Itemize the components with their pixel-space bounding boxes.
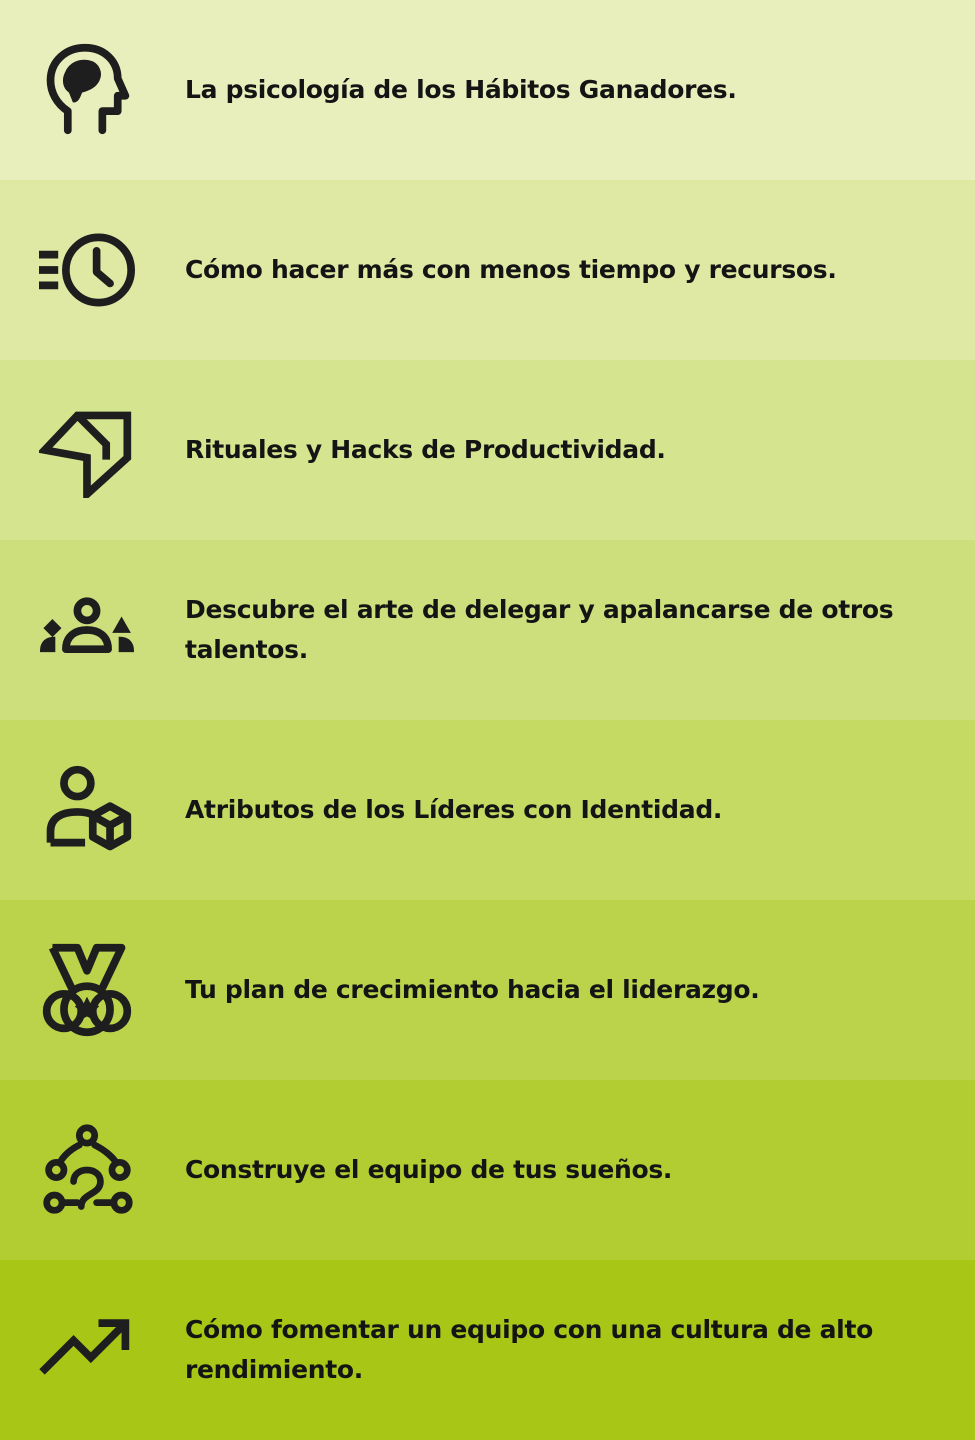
head-brain-icon (0, 0, 185, 180)
list-item (0, 900, 975, 1080)
fast-clock-icon (0, 180, 185, 360)
list-item (0, 360, 975, 540)
list-item (0, 720, 975, 900)
list-item (0, 180, 975, 360)
list-item (0, 1260, 975, 1440)
item-label: Cómo fomentar un equipo con una cultura de alto rendimiento. (185, 1315, 873, 1384)
people-network-icon (0, 1080, 185, 1260)
team-group-icon (0, 540, 185, 720)
person-cube-icon (0, 720, 185, 900)
list-item (0, 0, 975, 180)
list-item (0, 1080, 975, 1260)
item-label: Rituales y Hacks de Productividad. (185, 435, 666, 464)
list-item (0, 540, 975, 720)
medal-icon (0, 900, 185, 1080)
item-label: Descubre el arte de delegar y apalancarse de otros talentos. (185, 595, 894, 664)
trending-up-icon (0, 1260, 185, 1440)
item-label: Construye el equipo de tus sueños. (185, 1155, 673, 1184)
directional-arrow-icon (0, 360, 185, 540)
item-label: Atributos de los Líderes con Identidad. (185, 795, 723, 824)
item-label: Tu plan de crecimiento hacia el liderazgo. (185, 975, 760, 1004)
item-label: Cómo hacer más con menos tiempo y recursos. (185, 255, 837, 284)
item-label: La psicología de los Hábitos Ganadores. (185, 75, 737, 104)
